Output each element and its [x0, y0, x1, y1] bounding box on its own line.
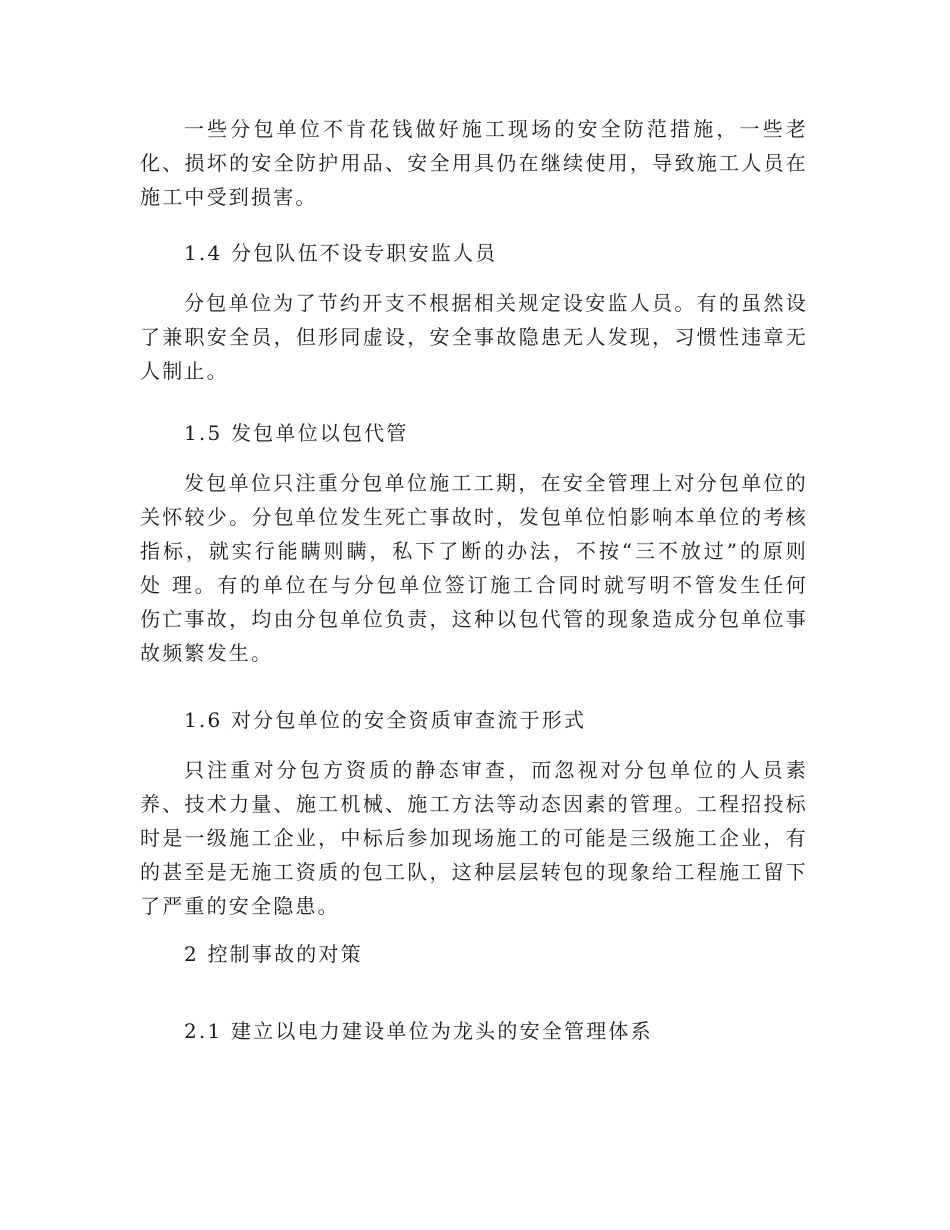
paragraph-qualification-review: 只注重对分包方资质的静态审查，而忽视对分包单位的人员素养、技术力量、施工机械、施工方法等动态因素的管理。工程招投标时是一级施工企业，中标后参加现场施工的可能是三级施工企业，有的甚至是无施工资质的包工队，这种层层转包的现象给工程施工留下了严重的安全隐患。: [140, 758, 808, 918]
paragraph-no-safety-supervisors: 分包单位为了节约开支不根据相关规定设安监人员。有的虽然设了兼职安全员，但形同虚设，安全事故隐患无人发现，习惯性违章无人制止。: [140, 291, 808, 383]
section-heading-2: 2 控制事故的对策: [184, 942, 363, 966]
section-heading-1-5: 1.5 发包单位以包代管: [184, 421, 409, 445]
paragraph-subcontractor-safety-measures: 一些分包单位不肯花钱做好施工现场的安全防范措施，一些老化、损坏的安全防护用品、安全用具仍在继续使用，导致施工人员在施工中受到损害。: [140, 117, 808, 209]
section-heading-2-1: 2.1 建立以电力建设单位为龙头的安全管理体系: [184, 1019, 653, 1043]
section-heading-1-4: 1.4 分包队伍不设专职安监人员: [184, 241, 498, 265]
paragraph-contract-instead-of-management: 发包单位只注重分包单位施工工期，在安全管理上对分包单位的关怀较少。分包单位发生死亡事故时，发包单位怕影响本单位的考核指标，就实行能瞒则瞒，私下了断的办法，不按“三不放过”的原则处 理。有的单位在与分包单位签订施工合同时就写明不管发生任何伤亡事故，均由分包单位负责，这种以包代管的现象造成分包单位事故频繁发生。: [140, 471, 808, 665]
section-heading-1-6: 1.6 对分包单位的安全资质审查流于形式: [184, 708, 587, 732]
